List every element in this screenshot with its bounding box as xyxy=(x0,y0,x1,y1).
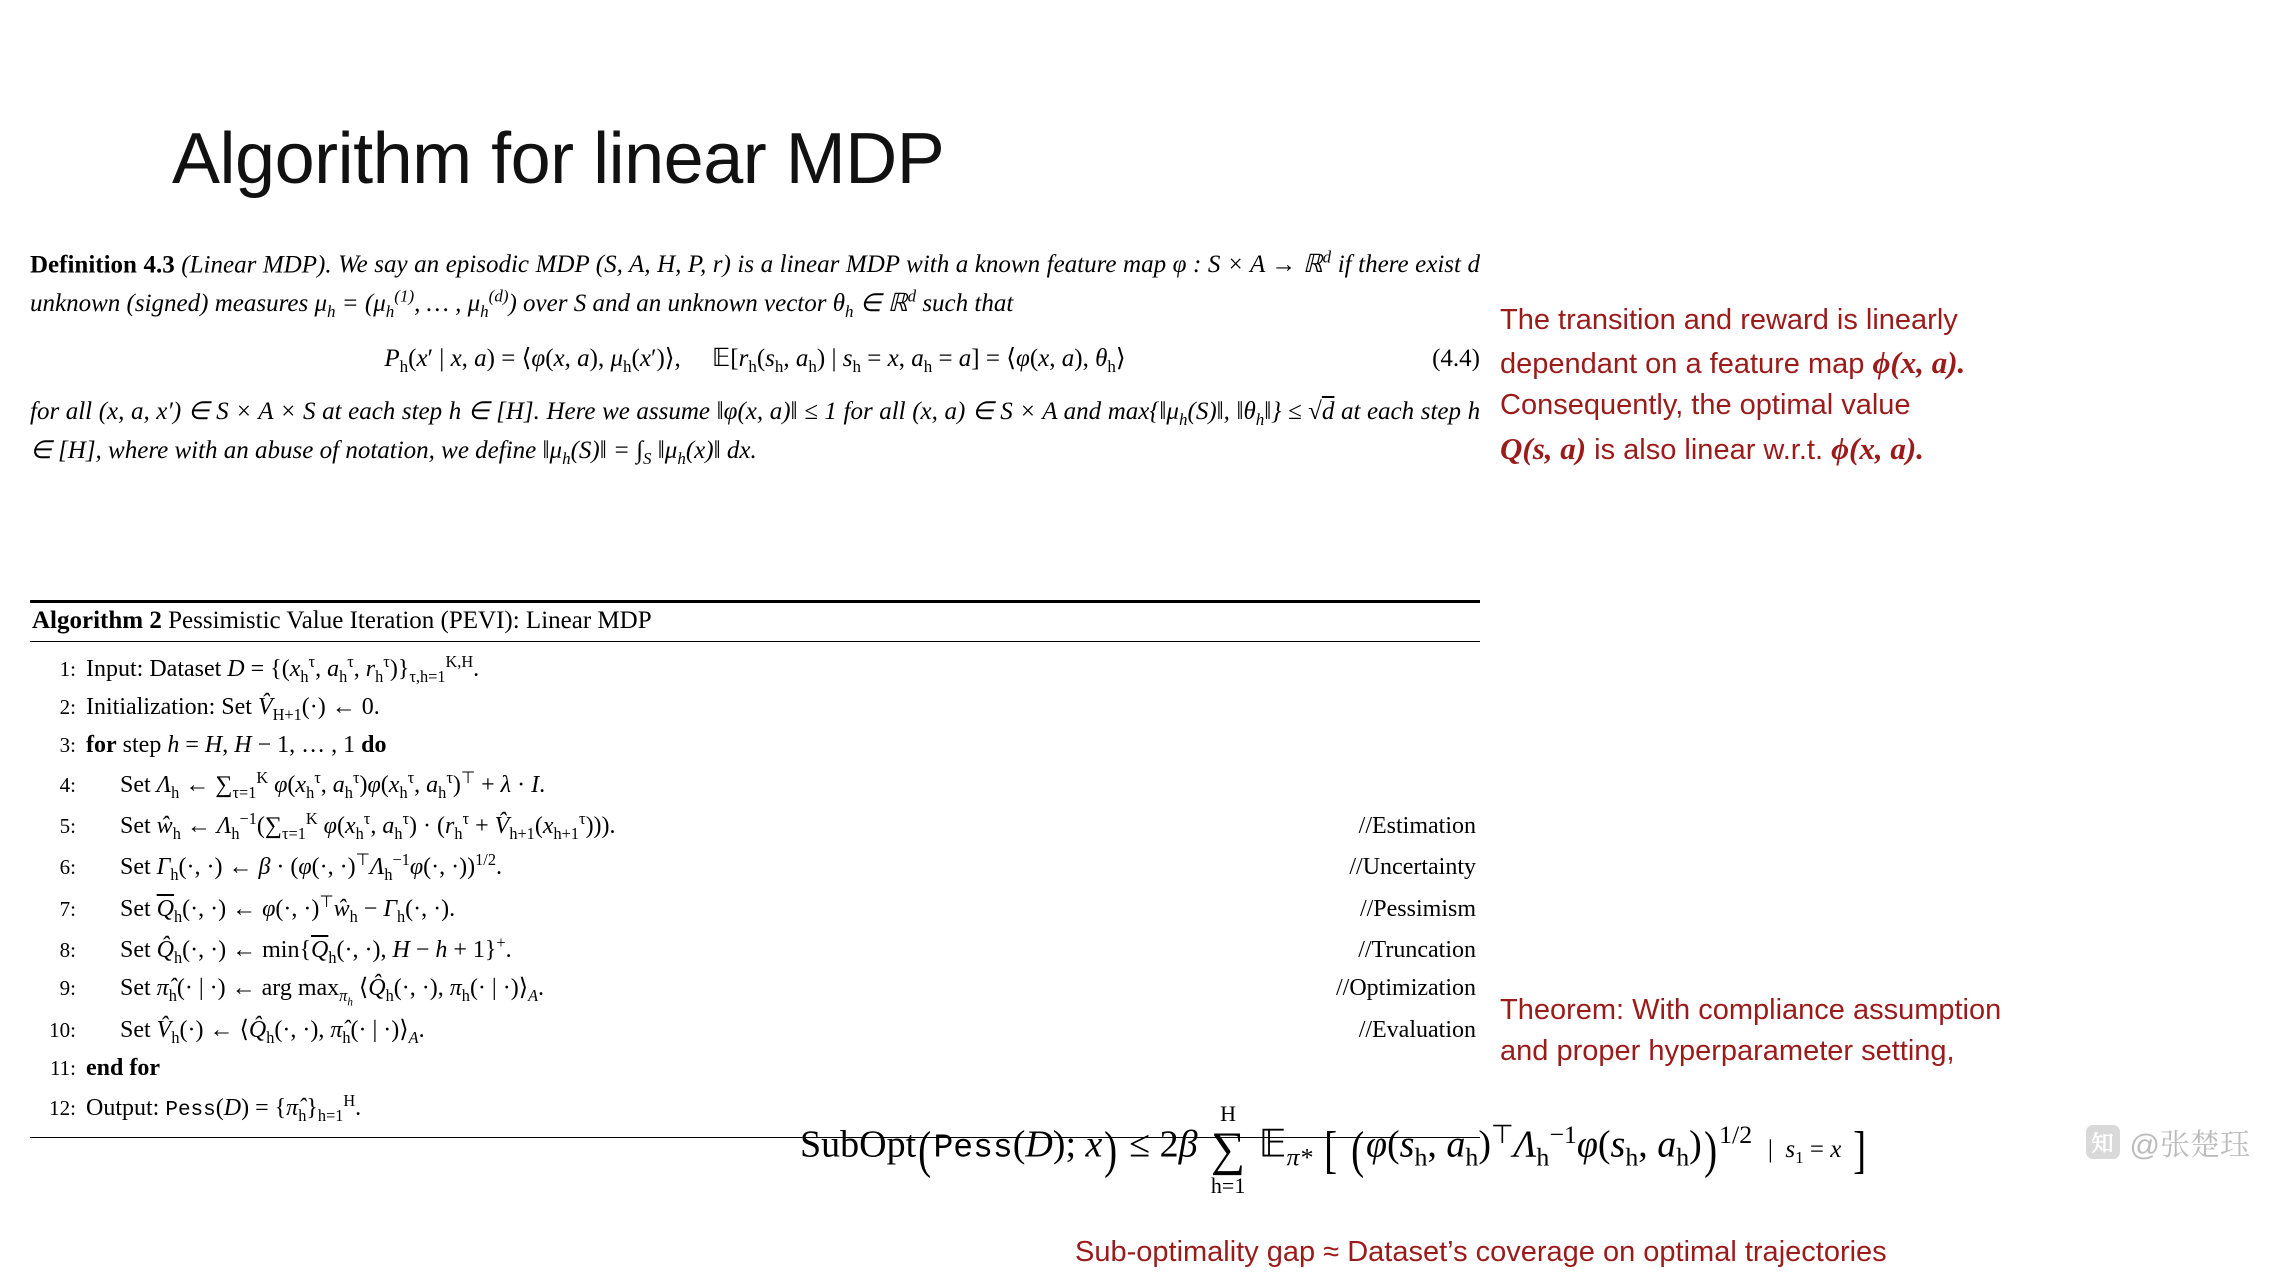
line-body: Set $\pî_h(\cdot$ | ·) ← arg $\max_{\pi_h}$ $⟨Q̂_h(\cdot$, ·), $\pi_h(\cdot$ | $\cdot)⟩_A$. xyxy=(120,975,545,1009)
line-number: 2: xyxy=(59,694,76,719)
line-number: 12: xyxy=(49,1096,76,1121)
algorithm-box xyxy=(30,600,1480,1138)
line-number: 8: xyxy=(59,938,76,963)
line-number: 3: xyxy=(59,733,76,758)
definition-equation-row xyxy=(30,340,1480,379)
watermark xyxy=(2086,1120,2250,1164)
annotation-line xyxy=(1500,341,2240,385)
line-body: Set $\overline{Q}_h(\cdot$, ·) ← φ(·, $\cdot)^⊤ŵ_h - \Gamma_h(\cdot$, ·). xyxy=(120,891,456,926)
line-number: 6: xyxy=(59,855,76,880)
line-number: 5: xyxy=(59,814,76,839)
annotation-line: The transition and reward is linearly xyxy=(1500,304,1958,336)
annotation-math: ϕ(x, a). xyxy=(1872,345,1966,381)
line-body: Set $V̂_h(\cdot)$ ← $⟨Q̂_h(\cdot$, ·), $\pî_h(\cdot$ | $\cdot)⟩_A$. xyxy=(120,1017,425,1047)
algorithm-line xyxy=(30,847,1480,888)
algorithm-line xyxy=(30,1051,1480,1088)
line-number: 7: xyxy=(59,896,76,921)
algorithm-title: Pessimistic Value Iteration (PEVI): Linear MDP xyxy=(168,607,652,634)
line-comment: //Estimation xyxy=(1358,813,1476,840)
line-body: Input: Dataset $D = \{(x_h^\tau$, $a_h^\tau$, $r_h^\tau)\}_{\tau,h=1}^{K,H}$. xyxy=(86,651,480,686)
summation-symbol: H ∑ h=1 xyxy=(1210,1100,1246,1199)
watermark-text: @张楚珏 xyxy=(2129,1129,2250,1162)
definition-label: Definition 4.3 xyxy=(30,251,175,279)
algorithm-line xyxy=(30,1013,1480,1051)
algorithm-lines xyxy=(30,642,1480,1137)
line-number: 10: xyxy=(49,1018,76,1043)
algorithm-line xyxy=(30,764,1480,805)
zhihu-logo-icon: 知 xyxy=(2086,1125,2120,1159)
annotation-theorem xyxy=(1500,990,2260,1072)
annotation-text: is also linear w.r.t. xyxy=(1586,433,1832,466)
annotation-subopt-gap: Sub-optimality gap ≈ Dataset’s coverage on optimal trajectories xyxy=(1075,1236,1887,1268)
line-number: 4: xyxy=(59,772,76,797)
definition-body-1: We say an episodic MDP (S, A, H, P, r) is a linear MDP with a known feature map φ : S × A → ℝ$^d$ if there exist d unknown (signed) measures $\mu_h = (\mu_h^{(1)}$, … , $\mu_h^{(d)}$) over S and an unknown vector $\theta_h$ ∈ ℝ$^d$ such that xyxy=(30,248,1480,321)
algorithm-header xyxy=(30,603,1480,641)
line-comment: //Truncation xyxy=(1358,937,1476,964)
algorithm-line xyxy=(30,648,1480,689)
definition-block xyxy=(30,245,1480,471)
sum-upper-limit: H xyxy=(1220,1100,1237,1126)
subopt-formula: SubOpt(Pess(D); x) ≤ 2β H ∑ h=1 𝔼$_{\pi*}$ [ ($\varphi(s_h$, $a_h)^⊤\Lambda_h^{-1}\varphi(s_h$, $a_h))^{1/2}$ | $s_1 = x$ ] xyxy=(800,1100,1867,1199)
algorithm-line xyxy=(30,930,1480,971)
annotation-transition-reward xyxy=(1500,300,2240,471)
algorithm-line xyxy=(30,806,1480,847)
algorithm-line xyxy=(30,689,1480,727)
line-number: 1: xyxy=(59,656,76,681)
line-comment: //Evaluation xyxy=(1358,1017,1476,1044)
definition-name: (Linear MDP). xyxy=(181,251,332,279)
algorithm-label: Algorithm 2 xyxy=(32,607,162,634)
line-comment: //Uncertainty xyxy=(1349,854,1476,881)
line-comment: //Pessimism xyxy=(1359,895,1476,922)
line-body: for step h = H, H − 1, … , 1 do xyxy=(86,732,387,759)
annotation-line: Consequently, the optimal value xyxy=(1500,389,1911,422)
definition-equation-number: (4.4) xyxy=(1432,344,1480,372)
annotation-text: dependant on a feature map xyxy=(1500,348,1873,381)
line-body: Set $ŵ_h$ ← $\Lambda_h^{-1}(\sum_{\tau=1}^K$ $\varphi(x_h^\tau$, $a_h^\tau) \cdot (r_h^\tau$ + $V̂_{h+1}(x_{h+1}^\tau)$)). xyxy=(120,809,616,843)
definition-body-2: for all (x, a, x′) ∈ S × A × S at each step h ∈ [H]. Here we assume ‖φ(x, a)‖ ≤ 1 for all (x, a) ∈ S × A and $\max\{‖\mu_h(S)‖$, $‖\theta_h‖\} \le √d$ at each step h ∈ [H], where with an abuse of notation, we define $‖\mu_h(S)‖ = \int_S$ $‖\mu_h(x)‖$ dx. xyxy=(30,397,1481,469)
algorithm-line xyxy=(30,888,1480,929)
line-number: 11: xyxy=(49,1056,76,1081)
line-comment: //Optimization xyxy=(1336,975,1476,1002)
algorithm-line xyxy=(30,971,1480,1013)
sum-lower-limit: h=1 xyxy=(1210,1173,1246,1199)
annotation-line: and proper hyperparameter setting, xyxy=(1500,1035,1955,1068)
annotation-math: ϕ(x, a). xyxy=(1831,430,1924,466)
definition-equation: $P_h(x'$ | x, a) = ⟨φ(x, a), $\mu_h(x')⟩$, $𝔼[r_h(s_h$, $a_h$) | $s_h = x$, $a_h = a$] = ⟨φ(x, a), $\theta_h⟩$ xyxy=(384,344,1126,376)
line-body: Output: Pess(D) = $\{\pî_h\}_{h=1}^H$. xyxy=(86,1091,362,1125)
line-body: Set $\Lambda_h$ ← $\sum_{\tau=1}^K$ $\varphi(x_h^\tau$, $a_h^\tau)\varphi(x_h^\tau$, $a_h^\tau)^⊤ + \lambda \cdot I$. xyxy=(120,767,546,802)
line-body: end for xyxy=(86,1055,160,1082)
annotation-line xyxy=(1500,427,2240,471)
line-number: 9: xyxy=(59,976,76,1001)
line-body: Initialization: Set $V̂_{H+1}(\cdot)$ ← 0. xyxy=(86,693,380,724)
annotation-math: Q(s, a) xyxy=(1500,430,1587,466)
line-body: Set $\Gamma_h(\cdot$, ·) ← β · (φ(·, $\cdot)^⊤\Lambda_h^{-1}\varphi(\cdot$, ·))$^{1/2}$. xyxy=(120,850,502,885)
line-body: Set $Q̂_h(\cdot$, ·) ← $\min\{\overline{Q}_h(\cdot$, ·), H − h + 1}+. xyxy=(120,933,512,967)
annotation-line: Theorem: With compliance assumption xyxy=(1500,994,2002,1026)
page-title: Algorithm for linear MDP xyxy=(172,119,945,199)
algorithm-line xyxy=(30,728,1480,765)
